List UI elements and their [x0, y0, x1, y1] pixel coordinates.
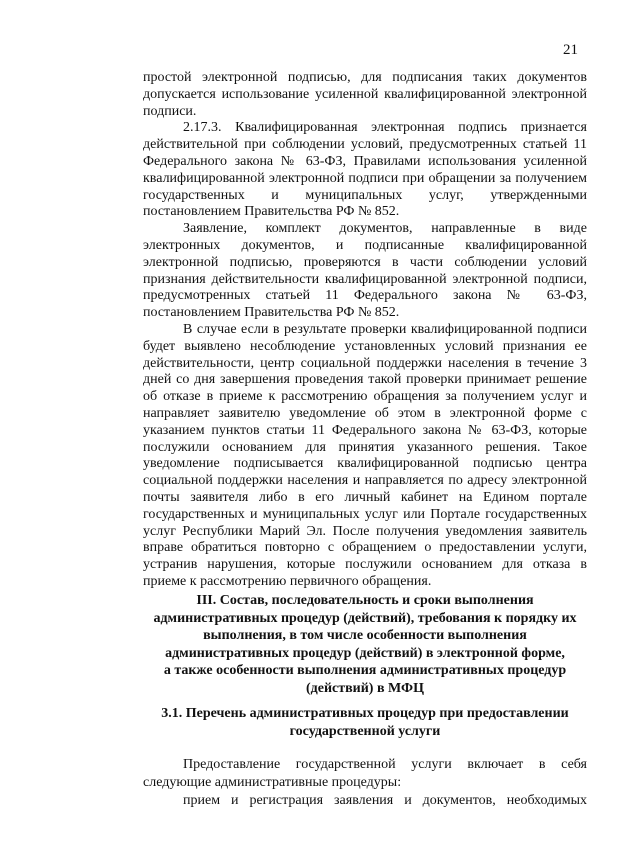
section-heading-line: III. Состав, последовательность и сроки выполнения [196, 593, 534, 608]
paragraph-continuation: простой электронной подписью, для подписания таких документов допускается использование усиленной квалифицированной электронной подписи. [143, 70, 587, 119]
section-heading-line: административных процедур (действий) в электронной форме, [165, 645, 565, 661]
subsection-heading-line: государственной услуги [289, 723, 441, 739]
paragraph-refusal-case: В случае если в результате проверки квалифицированной подписи будет выявлено несоблюдение установленных условий признания ее действительности, центр социальной поддержки населения в течение 3 дней со дня завершения проведения такой проверки принимает решение об отказе в приеме к рассмотрению обращения за получением услуг и направляет заявителю уведомление об этом в электронной форме с указанием пунктов статьи 11 Федерального закона № 63-ФЗ, которые послужили основанием для принятия указанного решения. Такое уведомление подписывается квалифицированной подписью центра социальной поддержки населения и направляется по адресу электронной почты заявителя либо в его личный кабинет на Едином портале государственных и муниципальных услуг или Портале государственных услуг Республики Марий Эл. После получения уведомления заявитель вправе обратиться повторно с обращением о предоставлении услуги, устранив нарушения, которые послужили основанием для отказа в приеме к рассмотрению первичного обращения. [143, 321, 587, 589]
subsection-heading-line: 3.1. Перечень административных процедур при предоставлении [161, 706, 569, 721]
document-body [143, 70, 587, 591]
paragraph-statement-check: Заявление, комплект документов, направленные в виде электронных документов, и подписанные квалифицированной электронной подписью, проверяются в части соблюдении условий признания действительности квалифицированной электронной подписи, предусмотренных статьей 11 Федерального закона № 63-ФЗ, постановлением Правительства РФ № 852. [143, 221, 587, 321]
page-number: 21 [563, 42, 578, 58]
section-heading-line: (действий) в МФЦ [306, 680, 424, 696]
section-heading-line: выполнения, в том числе особенности выполнения [203, 628, 527, 644]
paragraph-2-17-3: 2.17.3. Квалифицированная электронная подпись признается действительной при соблюдении условий, предусмотренных статьей 11 Федерального закона № 63-ФЗ, Правилами использования усиленной квалифицированной электронной подписи при обращении за получением государственных и муниципальных услуг, утвержденными постановлением Правительства РФ № 852. [143, 120, 587, 220]
procedures-intro [143, 756, 587, 810]
paragraph-procedure-item: прием и регистрация заявления и документов, необходимых [183, 793, 587, 808]
section-heading-iii [143, 592, 587, 698]
paragraph-procedures-intro: Предоставление государственной услуги включает в себя следующие административные процедуры: [143, 757, 587, 790]
section-heading-line: а также особенности выполнения административных процедур [163, 663, 567, 679]
section-heading-line: административных процедур (действий), требования к порядку их [153, 610, 577, 626]
subsection-heading-3-1 [143, 705, 587, 740]
